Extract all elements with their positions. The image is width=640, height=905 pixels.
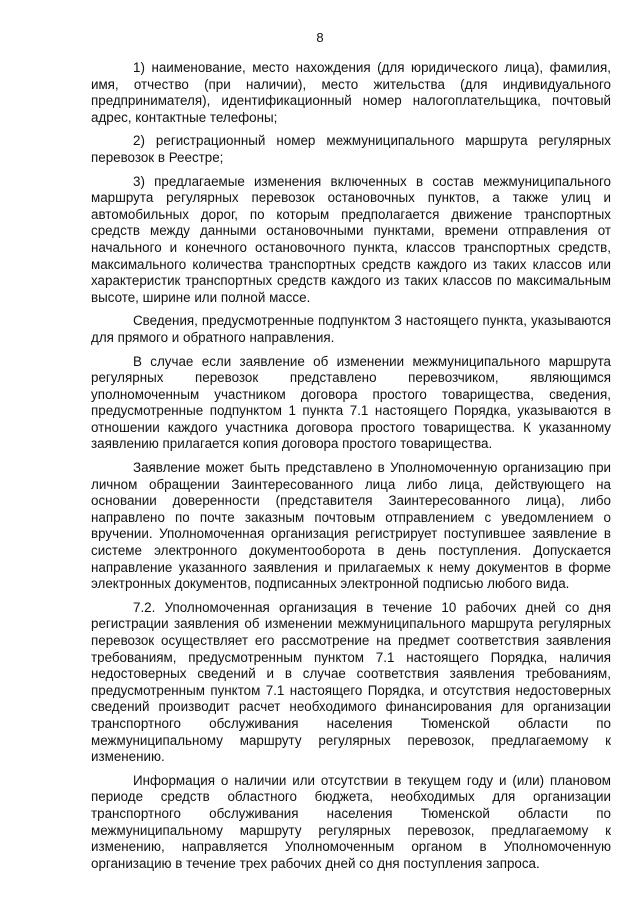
paragraph-budget-info: Информация о наличии или отсутствии в текущем году и (или) плановом периоде средств областного бюджета, необходимых для организации транспортного обслуживания населения Тюменской области по межмуниципальному маршруту регулярных перевозок, предлагаемому к изменению, направляется Уполномоченным органом в Уполномоченную организацию в течение трех рабочих дней со дня поступления запроса. [91, 772, 611, 871]
paragraph-info-direction: Сведения, предусмотренные подпунктом 3 настоящего пункта, указываются для прямого и обратного направления. [91, 313, 611, 345]
paragraph-item-1: 1) наименование, место нахождения (для юридического лица), фамилия, имя, отчество (при наличии), место жительства (для индивидуального предпринимателя), идентификационный номер налогоплательщика, почтовый адрес, контактные телефоны; [91, 60, 611, 125]
page-number: 8 [316, 30, 324, 45]
paragraph-item-3: 3) предлагаемые изменения включенных в состав межмуниципального маршрута регулярных перевозок остановочных пунктов, а также улиц и автомобильных дорог, по которым предполагается движение транспортных средств между данными остановочными пунктами, времени отправления от начального и конечного остановочного пункта, классов транспортных средств, максимального количества транспортных средств каждого из таких классов или характеристик транспортных средств каждого из таких классов по максимальным высоте, ширине или полной массе. [91, 173, 611, 305]
document-body [91, 60, 611, 877]
paragraph-simple-partnership: В случае если заявление об изменении межмуниципального маршрута регулярных перевозок представлено перевозчиком, являющимся уполномоченным участником договора простого товарищества, сведения, предусмотренные подпунктом 1 пункта 7.1 настоящего Порядка, указываются в отношении каждого участника договора простого товарищества. К указанному заявлению прилагается копия договора простого товарищества. [91, 353, 611, 452]
paragraph-item-2: 2) регистрационный номер межмуниципального маршрута регулярных перевозок в Реестре; [91, 133, 611, 165]
paragraph-application-submission: Заявление может быть представлено в Уполномоченную организацию при личном обращении Заинтересованного лица либо лица, действующего на основании доверенности (представителя Заинтересованного лица), либо направлено по почте заказным почтовым отправлением с уведомлением о вручении. Уполномоченная организация регистрирует поступившее заявление в системе электронного документооборота в день поступления. Допускается направление указанного заявления и прилагаемых к нему документов в форме электронных документов, подписанных электронной подписью любого вида. [91, 460, 611, 592]
paragraph-7-2: 7.2. Уполномоченная организация в течение 10 рабочих дней со дня регистрации заявления об изменении межмуниципального маршрута регулярных перевозок осуществляет его рассмотрение на предмет соответствия заявления требованиям, предусмотренным пунктом 7.1 настоящего Порядка, наличия недостоверных сведений и в случае соответствия заявления требованиям, предусмотренным пунктом 7.1 настоящего Порядка, и отсутствия недостоверных сведений производит расчет необходимого финансирования для организации транспортного обслуживания населения Тюменской области по межмуниципальному маршруту регулярных перевозок, предлагаемому к изменению. [91, 599, 611, 765]
